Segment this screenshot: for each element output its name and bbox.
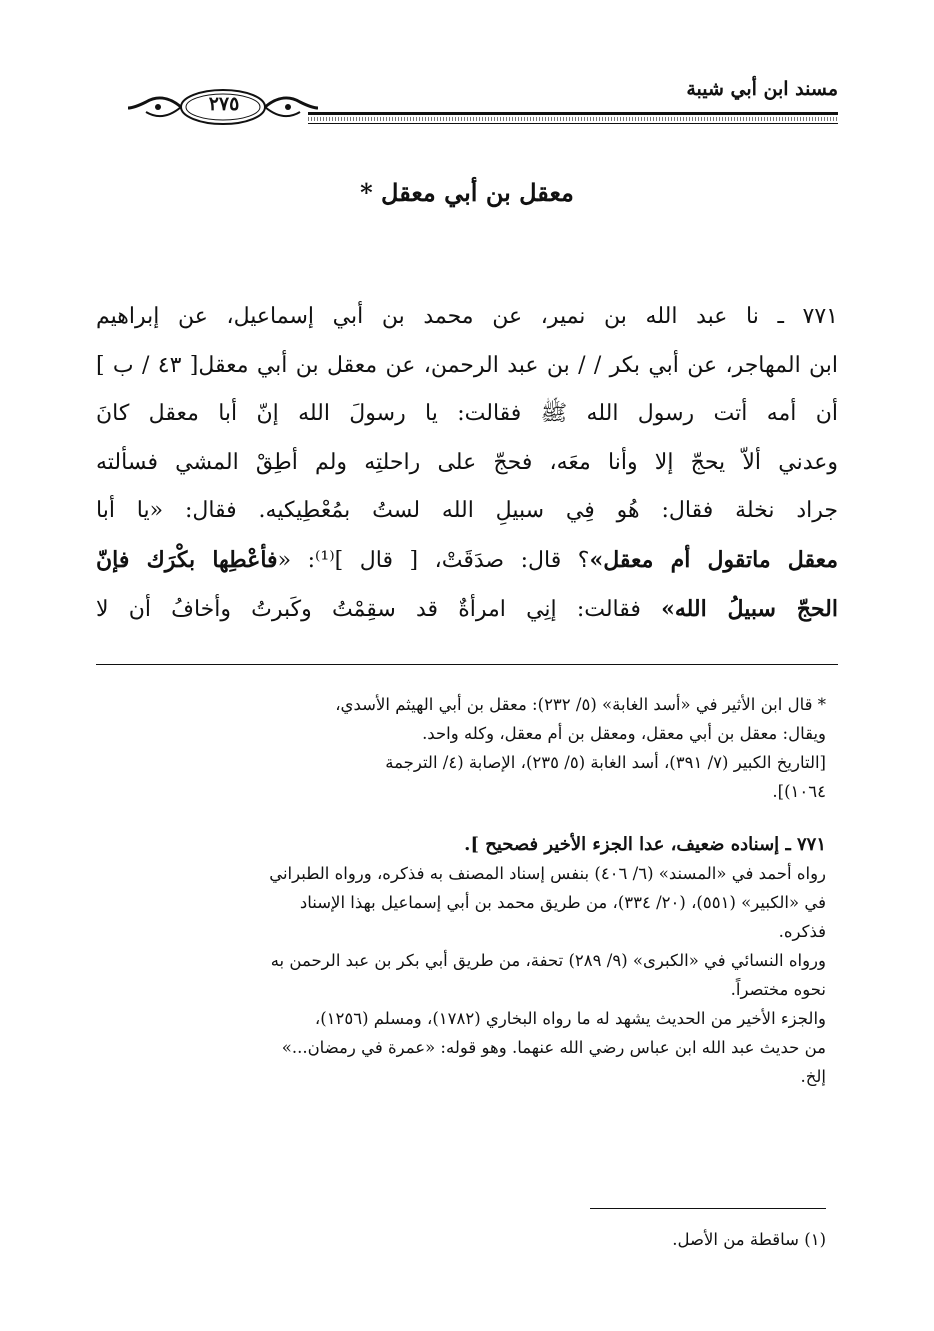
main-line bbox=[96, 536, 838, 586]
note-line: [التاريخ الكبير (٧/ ٣٩١)، أسد الغابة (٥/ ٢٣٥)، الإصابة (٤/ الترجمة bbox=[385, 753, 826, 772]
running-title: مسند ابن أبي شيبة bbox=[686, 78, 838, 100]
note-line: والجزء الأخير من الحديث يشهد له ما رواه البخاري (١٧٨٢)، ومسلم (١٢٥٦)، bbox=[314, 1009, 826, 1028]
quote-bold: فأعْطِها بكْرَك فإنّ bbox=[96, 546, 278, 573]
footnote: (١) ساقطة من الأصل. bbox=[672, 1230, 826, 1249]
note-line: نحوه مختصراً. bbox=[730, 980, 826, 999]
note-line: إلخ. bbox=[800, 1067, 826, 1086]
main-line bbox=[96, 585, 838, 635]
note-gap bbox=[96, 806, 826, 830]
note-line: في «الكبير» (٥٥١)، (٢٠/ ٣٣٤)، من طريق محمد بن أبي إسماعيل بهذا الإسناد bbox=[299, 893, 826, 912]
header-rule bbox=[308, 112, 838, 124]
text-notes-divider bbox=[96, 664, 838, 665]
main-line: أن أمه أتت رسول الله ﷺ فقالت: يا رسولَ الله إنّ أبا معقل كانَ bbox=[96, 401, 838, 426]
main-line: ٧٧١ ـ نا عبد الله بن نمير، عن محمد بن أبي إسماعيل، عن إبراهيم bbox=[96, 304, 838, 329]
main-line: ابن المهاجر، عن أبي بكر / / بن عبد الرحمن، عن معقل بن أبي معقل[ ٤٣ / ب ] bbox=[96, 352, 838, 378]
main-text bbox=[96, 293, 838, 635]
note-line: فذكره. bbox=[778, 922, 826, 941]
note-line: ١٠٦٤)]. bbox=[772, 782, 826, 801]
notes bbox=[96, 690, 826, 1091]
main-line: وعدني ألاّ يحجّ إلا وأنا معَه، فحجّ على راحلتِه ولم أطِقْ المشي فسألته bbox=[96, 449, 838, 475]
quote-bold: معقل ماتقول أم معقل» bbox=[589, 546, 838, 573]
main-fragment: فقالت: إنِي امرأةٌ قد سقِمْتُ وكَبرتُ وأخافُ أن لا bbox=[96, 597, 662, 622]
section-title: معقل بن أبي معقل * bbox=[360, 178, 574, 207]
note-line: من حديث عبد الله ابن عباس رضي الله عنهما. وهو قوله: «عمرة في رمضان...» bbox=[281, 1038, 826, 1057]
note-heading: ٧٧١ ـ إسناده ضعيف، عدا الجزء الأخير فصحيح ]. bbox=[464, 834, 826, 855]
footnote-divider bbox=[590, 1208, 826, 1209]
quote-bold: الحجّ سبيلُ الله» bbox=[661, 596, 838, 622]
main-fragment: ؟ قال: صدَقَتْ، [ قال ]⁽¹⁾: « bbox=[277, 547, 590, 573]
note-line: رواه أحمد في «المسند» (٦/ ٤٠٦) بنفس إسناد المصنف به فذكره، ورواه الطبراني bbox=[269, 864, 826, 883]
note-line: ويقال: معقل بن أبي معقل، ومعقل بن أم معقل، وكله واحد. bbox=[422, 724, 826, 743]
main-line: جراد نخلة فقال: هُو فِي سبيلِ الله لستُ بمُعْطِيكيه. فقال: «يا أبا bbox=[96, 498, 838, 523]
note-line: ورواه النسائي في «الكبرى» (٩/ ٢٨٩) تحفة، من طريق أبي بكر بن عبد الرحمن به bbox=[270, 951, 826, 970]
note-line: * قال ابن الأثير في «أسد الغابة» (٥/ ٢٣٢): معقل بن أبي الهيثم الأسدي، bbox=[335, 695, 826, 714]
page-number: ٢٧٥ bbox=[208, 93, 240, 115]
